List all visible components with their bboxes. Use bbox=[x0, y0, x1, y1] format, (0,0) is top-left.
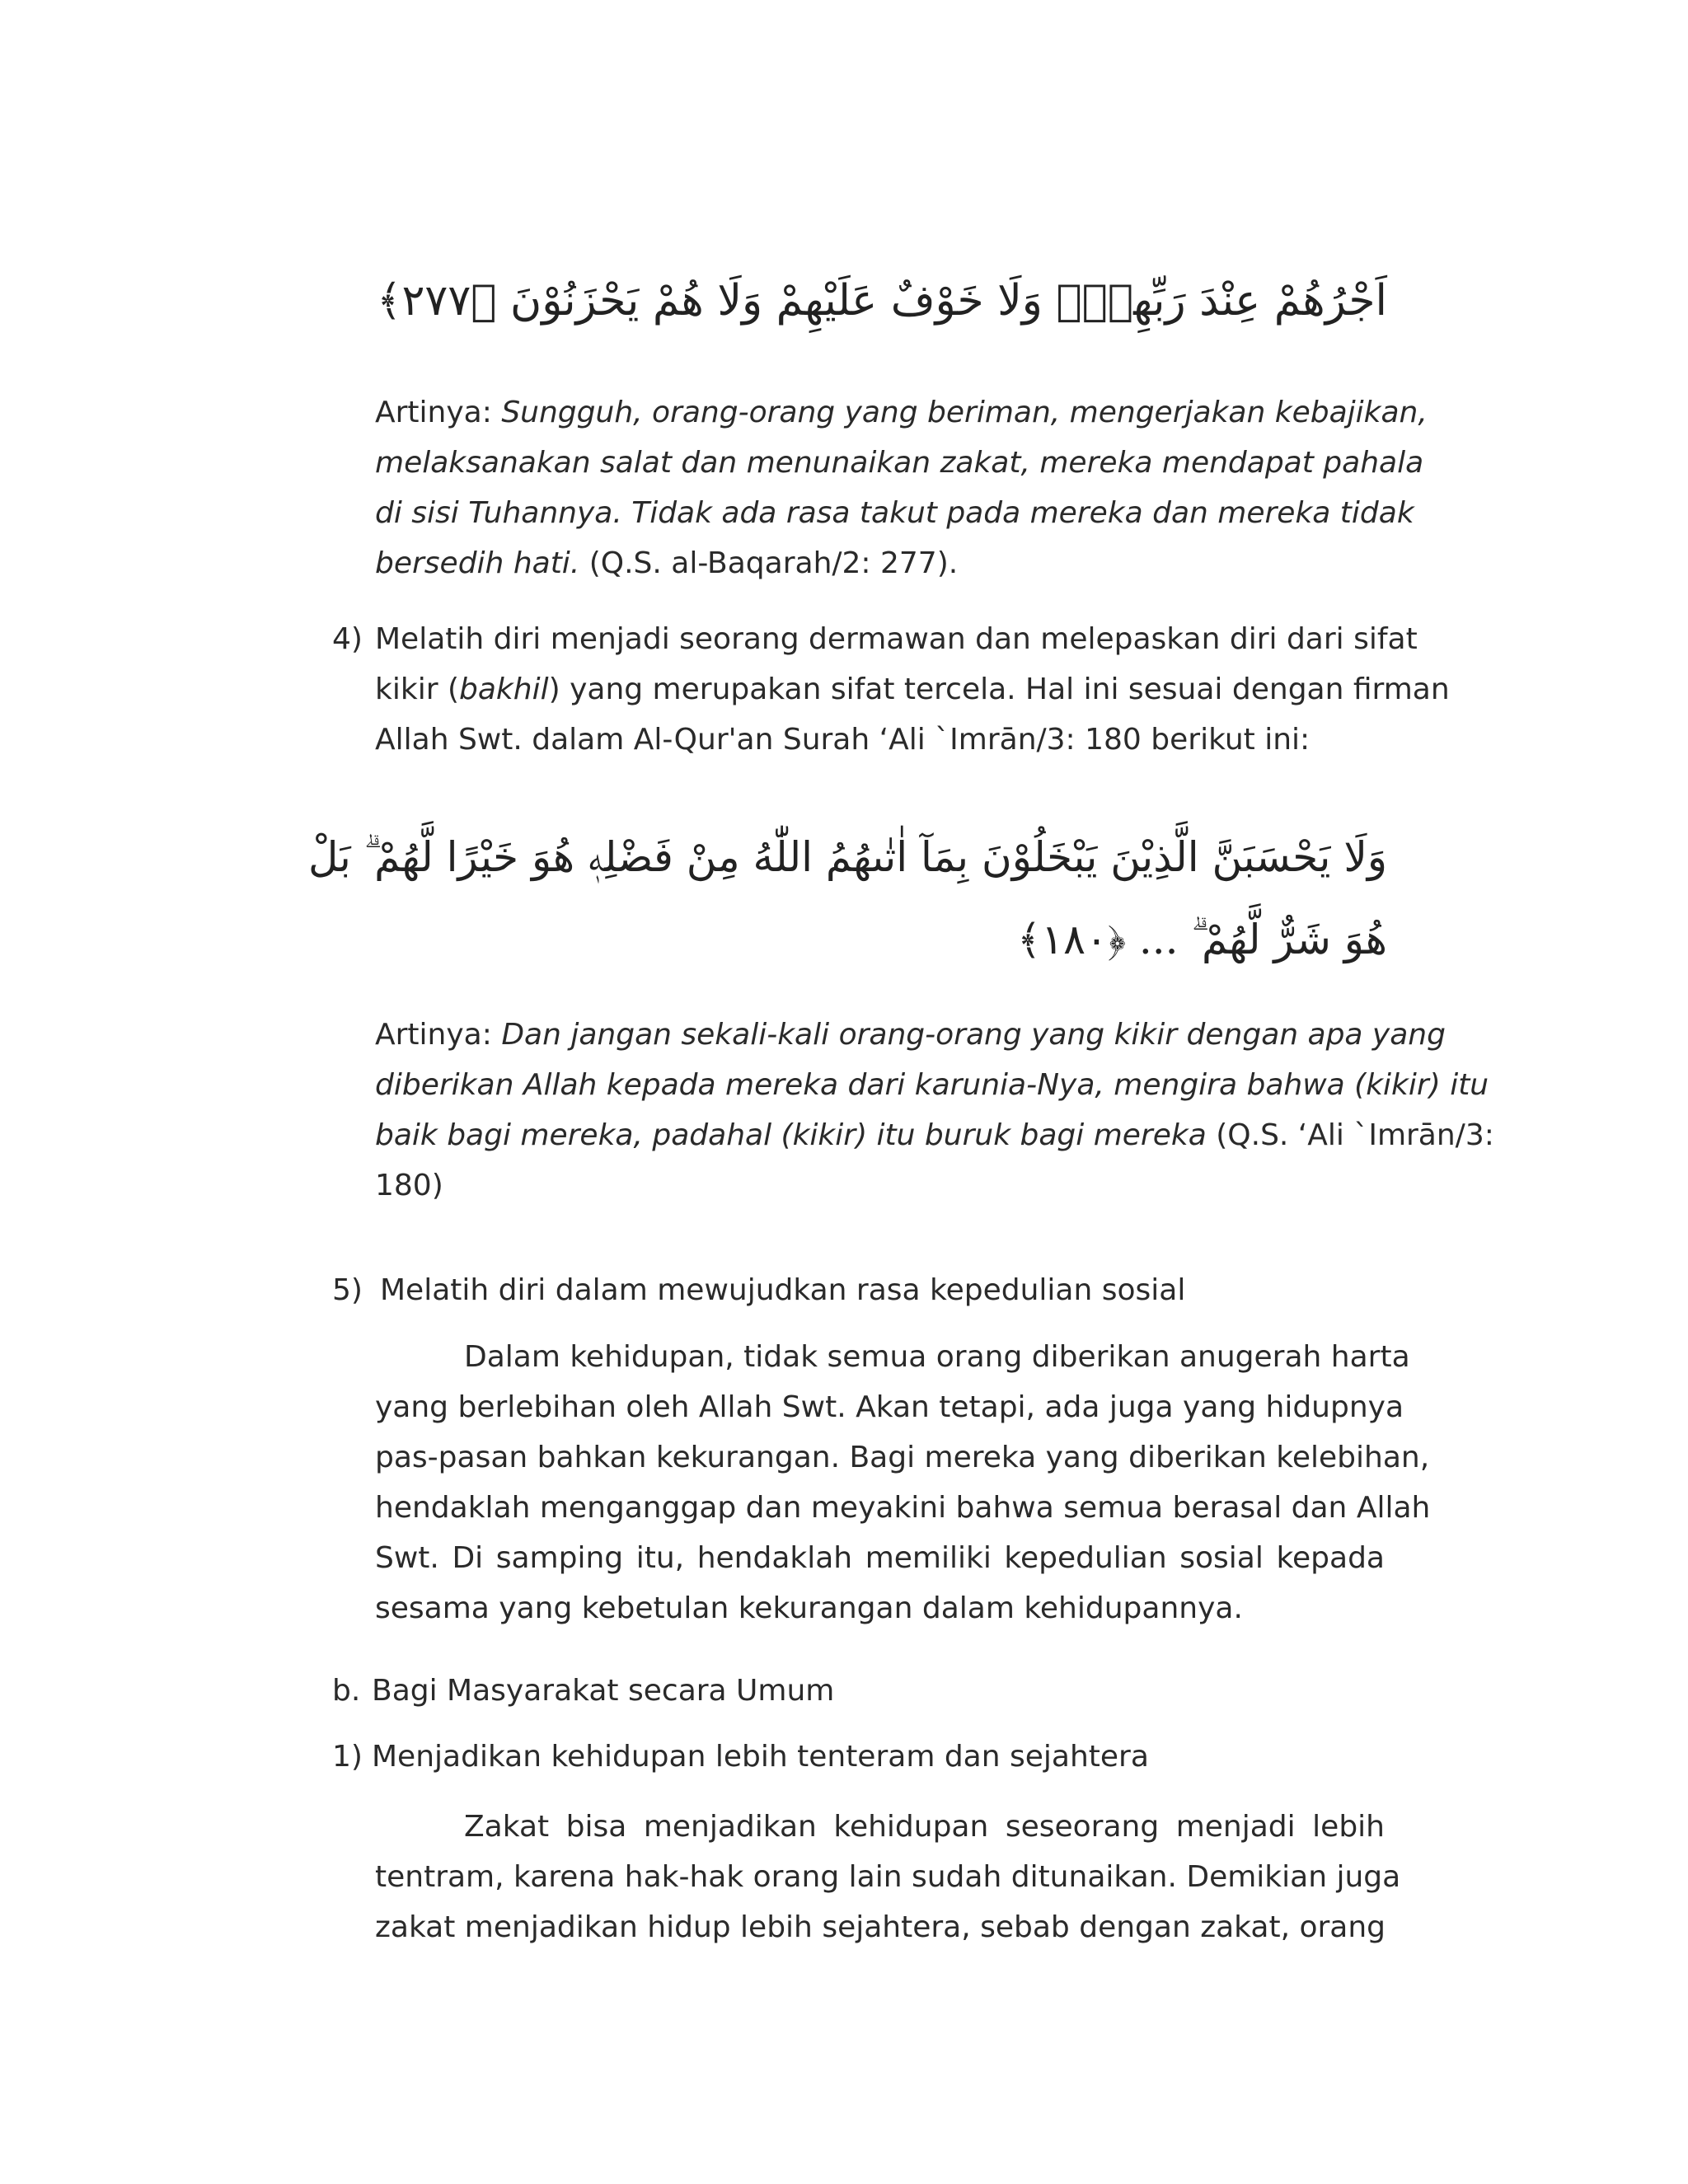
list-item-5 bbox=[332, 1265, 1387, 1315]
translation-277-line-3: di sisi Tuhannya. Tidak ada rasa takut pada mereka dan mereka tidak bbox=[375, 496, 1414, 530]
translation-180-line-2: diberikan Allah kepada mereka dari karunia-Nya, mengira bahwa (kikir) itu bbox=[375, 1068, 1489, 1102]
arabic-verse-180-line-1: وَلَا يَحْسَبَنَّ الَّذِيْنَ يَبْخَلُوْنَ بِمَآ اٰتٰىهُمُ اللّٰهُ مِنْ فَضْلِهٖ هُوَ خَيْرًا لَّهُمْ ۗ بَلْ bbox=[307, 833, 1387, 881]
section-b-title: Bagi Masyarakat secara Umum bbox=[372, 1674, 835, 1708]
arabic-verse-180-line-2: هُوَ شَرٌّ لَّهُمْ ۗ ... ﴿١٨٠﴾ bbox=[1016, 916, 1387, 963]
paragraph-line: Swt. Di samping itu, hendaklah memiliki kepedulian sosial kepada bbox=[375, 1541, 1385, 1575]
list-item-4 bbox=[332, 614, 1450, 771]
translation-277-line-1: Artinya: Sungguh, orang-orang yang beriman, mengerjakan kebajikan, bbox=[375, 396, 1428, 429]
list-number: 5) bbox=[332, 1273, 363, 1307]
arabic-verse-277: اَجْرُهُمْ عِنْدَ رَبِّهِمْۚ وَلَا خَوْفٌ عَلَيْهِمْ وَلَا هُمْ يَحْزَنُوْنَ ﴿٢٧٧﴾ bbox=[377, 276, 1387, 326]
list-item-b1 bbox=[332, 1732, 1387, 1782]
translation-label: Artinya: bbox=[375, 1018, 492, 1052]
item-5-paragraph bbox=[375, 1332, 1431, 1633]
item-4-line-3: Allah Swt. dalam Al-Qur'an Surah ‘Ali `Imrān/3: 180 berikut ini: bbox=[375, 723, 1311, 757]
paragraph-line: hendaklah menganggap dan meyakini bahwa semua berasal dan Allah bbox=[375, 1491, 1431, 1525]
item-b1-paragraph bbox=[375, 1802, 1401, 1952]
translation-180-line-4: 180) bbox=[375, 1169, 443, 1202]
item-4-line-2: kikir (bakhil) yang merupakan sifat tercela. Hal ini sesuai dengan firman bbox=[375, 673, 1450, 706]
translation-180-line-1: Artinya: Dan jangan sekali-kali orang-orang yang kikir dengan apa yang bbox=[375, 1018, 1446, 1052]
paragraph-line: Zakat bisa menjadikan kehidupan seseorang menjadi lebih bbox=[464, 1810, 1385, 1844]
section-label: b. bbox=[332, 1674, 361, 1708]
paragraph-line: Dalam kehidupan, tidak semua orang diberikan anugerah harta bbox=[464, 1340, 1410, 1374]
paragraph-line: zakat menjadikan hidup lebih sejahtera, sebab dengan zakat, orang bbox=[375, 1910, 1386, 1944]
section-b-heading bbox=[332, 1666, 1387, 1716]
list-number: 1) bbox=[332, 1740, 363, 1774]
translation-180 bbox=[375, 1010, 1494, 1211]
translation-180-line-3: baik bagi mereka, padahal (kikir) itu buruk bagi mereka (Q.S. ‘Ali `Imrān/3: bbox=[375, 1118, 1494, 1152]
translation-277 bbox=[375, 387, 1428, 588]
item-5-title: Melatih diri dalam mewujudkan rasa kepedulian sosial bbox=[380, 1273, 1186, 1307]
citation-277: (Q.S. al-Baqarah/2: 277). bbox=[579, 546, 959, 580]
citation-180: (Q.S. ‘Ali `Imrān/3: bbox=[1206, 1118, 1494, 1152]
list-number: 4) bbox=[332, 622, 363, 656]
translation-277-line-2: melaksanakan salat dan menunaikan zakat, mereka mendapat pahala bbox=[375, 446, 1424, 480]
translation-label: Artinya: bbox=[375, 396, 492, 429]
item-b1-title: Menjadikan kehidupan lebih tenteram dan sejahtera bbox=[372, 1740, 1149, 1774]
item-4-line-1: Melatih diri menjadi seorang dermawan dan melepaskan diri dari sifat bbox=[375, 622, 1418, 656]
translation-277-line-4: bersedih hati. (Q.S. al-Baqarah/2: 277). bbox=[375, 546, 959, 580]
paragraph-line: tentram, karena hak-hak orang lain sudah ditunaikan. Demikian juga bbox=[375, 1860, 1401, 1894]
paragraph-line: yang berlebihan oleh Allah Swt. Akan tetapi, ada juga yang hidupnya bbox=[375, 1390, 1404, 1424]
paragraph-line: sesama yang kebetulan kekurangan dalam kehidupannya. bbox=[375, 1591, 1243, 1625]
paragraph-line: pas-pasan bahkan kekurangan. Bagi mereka yang diberikan kelebihan, bbox=[375, 1441, 1430, 1474]
